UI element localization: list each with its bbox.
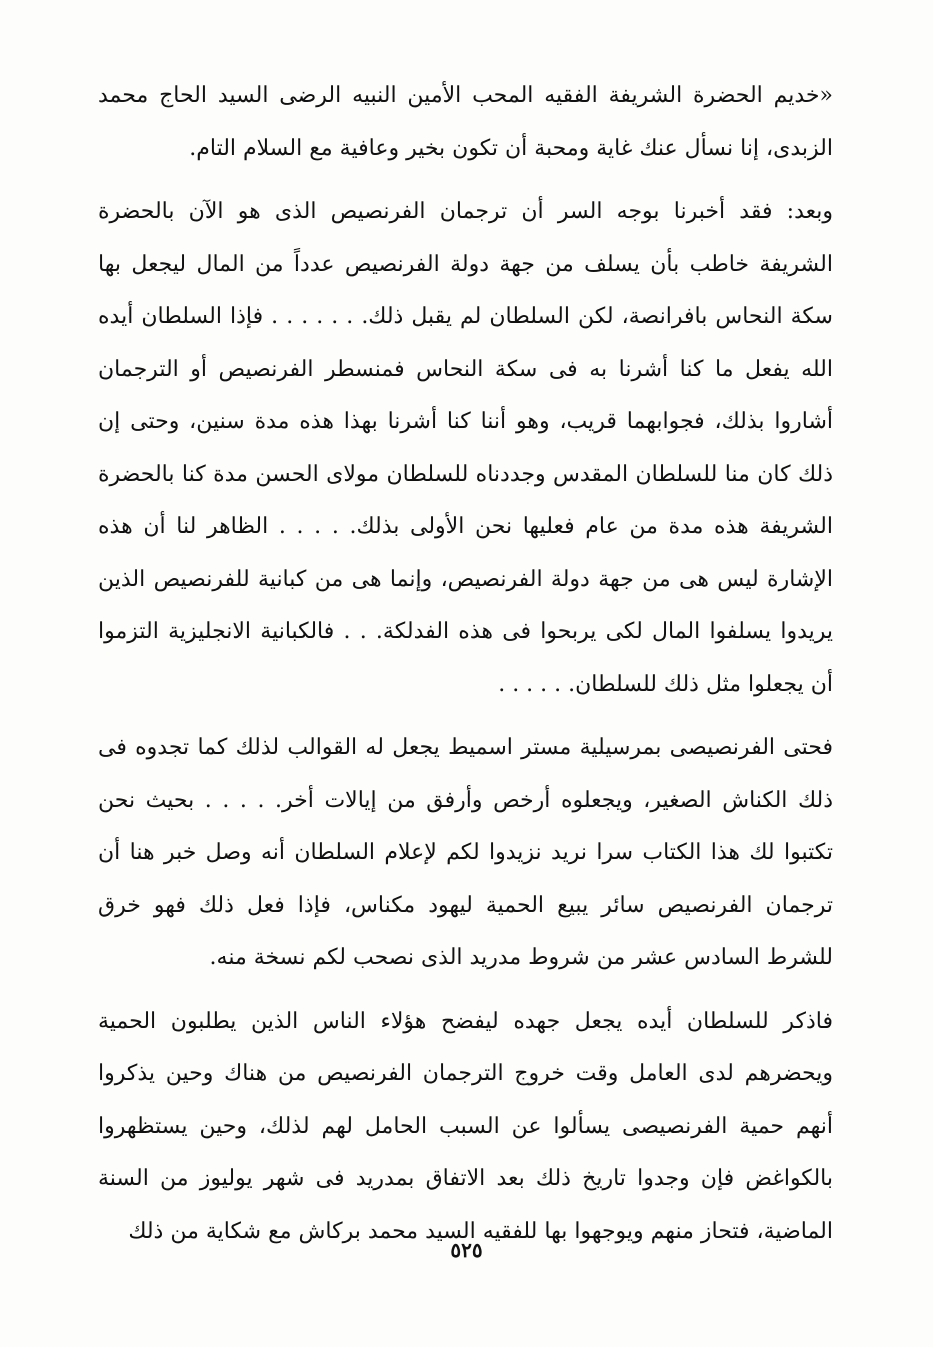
page-number: ٥٢٥: [450, 1238, 483, 1262]
paragraph-protection-claims: فاذكر للسلطان أيده يجعل جهده ليفضح هؤلاء الناس الذين يطلبون الحمية ويحضرهم لدى العامل وقت خروج الترجمان الفرنصيص من هناك وحين يذكروا أنهم حمية الفرنصيصى يسألوا عن السبب الحامل لهم لذلك، وحين يستظهروا بالكواغض فإن وجدوا تاريخ ذلك بعد الاتفاق بمدريد فى شهر يوليوز من السنة الماضية، فتحاز منهم ويوجهوا بها للفقيه السيد محمد بركاش مع شكاية من ذلك: [98, 1008, 833, 1244]
paragraph-copper-coinage: وبعد: فقد أخبرنا بوجه السر أن ترجمان الفرنصيص الذى هو الآن بالحضرة الشريفة خاطب بأن يسلف من جهة دولة الفرنصيص عدداً من المال ليجعل بها سكة النحاس بافرانصة، لكن السلطان لم يقبل ذلك. . . . . . . فإذا السلطان أيده الله يفعل ما كنا أشرنا به فى سكة النحاس فمنسطر الفرنصيص أو الترجمان أشاروا بذلك، فجوابهما قريب، وهو أننا كنا أشرنا بهذا هذه مدة سنين، وحتى إن ذلك كان منا للسلطان المقدس وجددناه للسلطان مولاى الحسن مدة كنا بالحضرة الشريفة هذه مدة من عام فعليها نحن الأولى بذلك. . . . . الظاهر لنا أن هذه الإشارة ليس هى من جهة دولة الفرنصيص، وإنما هى من كبانية للفرنصيص الذين يريدوا يسلفوا المال لكى يربحوا فى هذه الفدلكة. . . فالكبانية الانجليزية التزموا أن يجعلوا مثل ذلك للسلطان. . . . . .: [98, 199, 833, 697]
body-text: [98, 70, 833, 1258]
paragraph-spacer: [98, 985, 833, 996]
paragraph-spacer: [98, 175, 833, 186]
paragraph-marseille-molds: فحتى الفرنصيصى بمرسيلية مستر اسميط يجعل له القوالب لذلك كما تجدوه فى ذلك الكناش الصغير، ويجعلوه أرخص وأرفق من إيالات أخر. . . . . بحيث نحن تكتبوا لك هذا الكتاب سرا نريد نزيدوا لكم لإعلام السلطان أنه وصل خبر هنا أن ترجمان الفرنصيص سائر يبيع الحمية ليهود مكناس، فإذا فعل ذلك فهو خرق للشرط السادس عشر من شروط مدريد الذى نصحب لكم نسخة منه.: [98, 735, 833, 970]
paragraph-greeting: «خديم الحضرة الشريفة الفقيه المحب الأمين النبيه الرضى السيد الحاج محمد الزبدى، إنا نسأل عنك غاية ومحبة أن تكون بخير وعافية مع السلام التام.: [98, 83, 833, 161]
paragraph-spacer: [98, 711, 833, 722]
